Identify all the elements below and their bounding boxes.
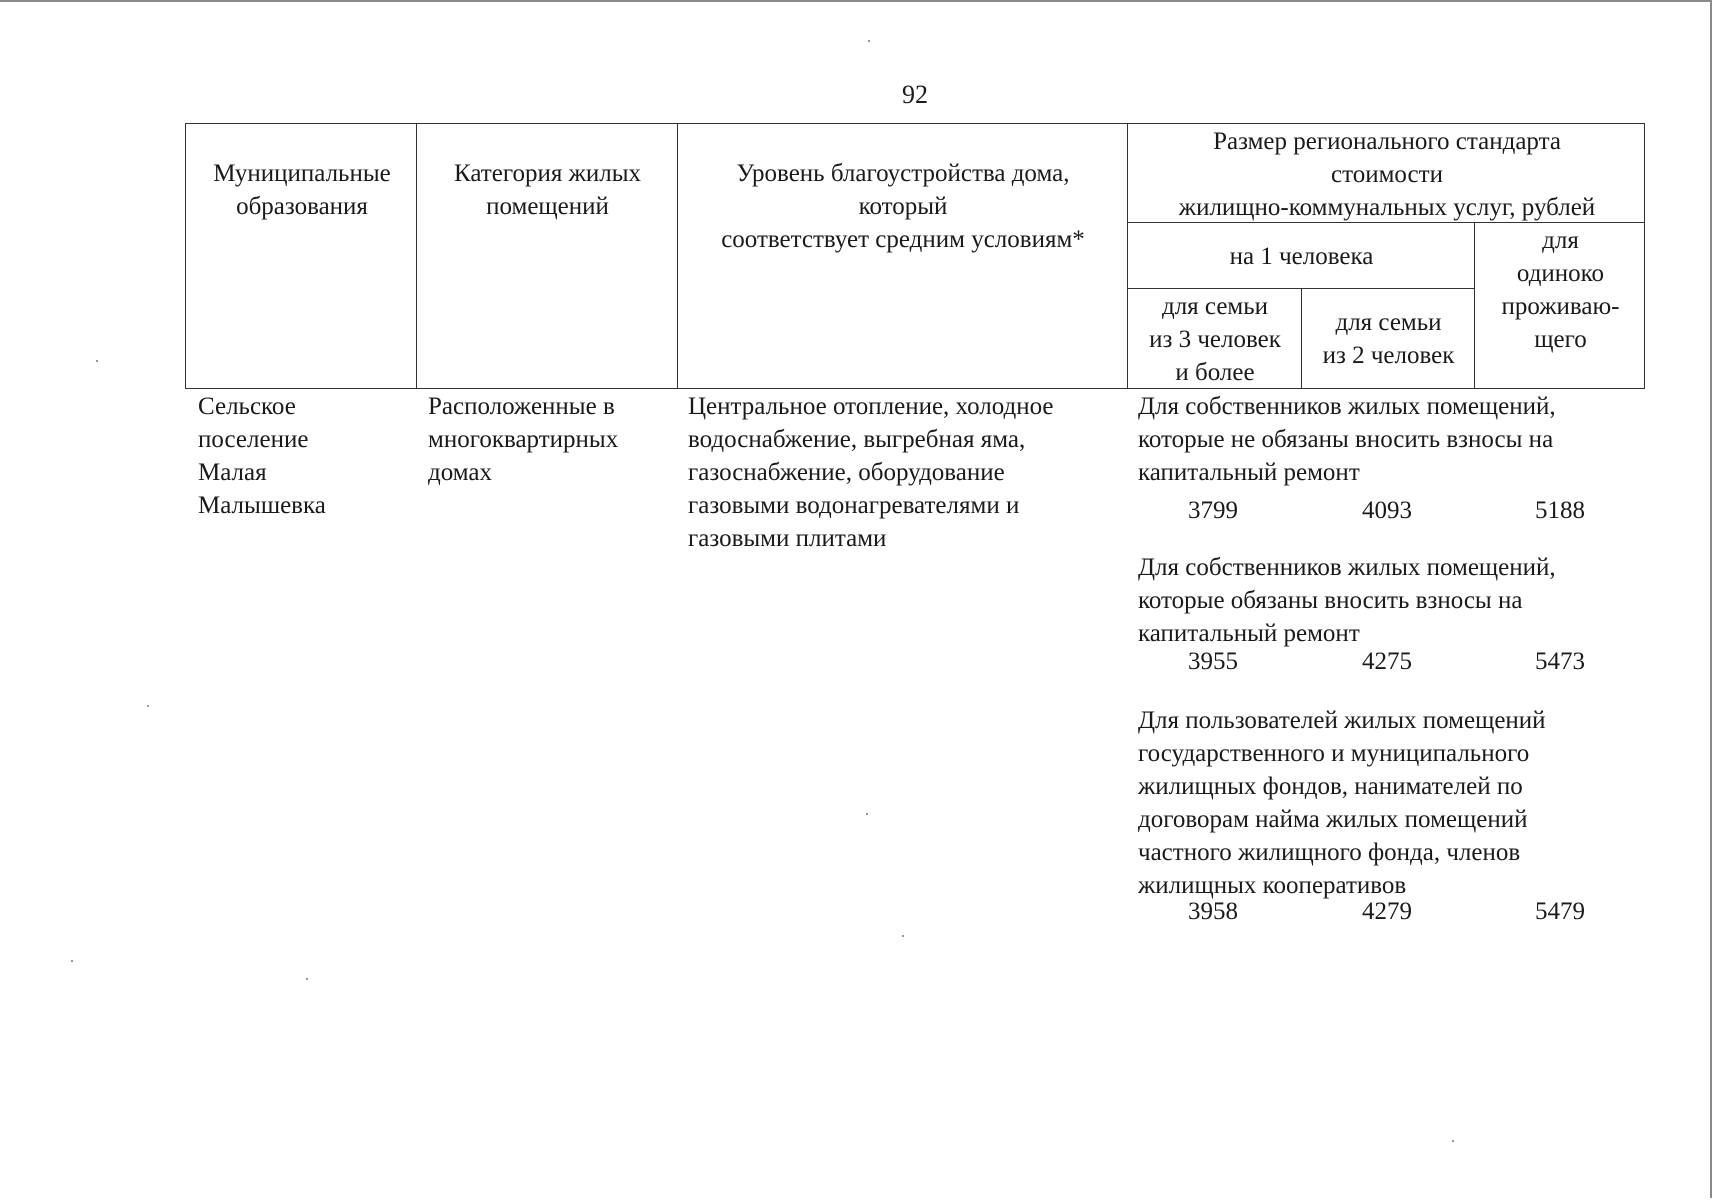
value-family2: 4093 [1362, 497, 1412, 524]
amenities-line: газоснабжение, оборудование [688, 459, 1005, 486]
value-family3: 3955 [1188, 648, 1238, 675]
header-municipality: Муниципальные образования [213, 160, 391, 220]
category-line: Расположенные в [428, 393, 615, 420]
group-title-line: Для собственников жилых помещений, [1138, 393, 1556, 420]
header-family3-line: для семьи [1161, 293, 1269, 320]
value-family2: 4279 [1362, 898, 1412, 925]
value-single: 5479 [1535, 898, 1585, 925]
group-title-line: капитальный ремонт [1138, 459, 1360, 486]
header-amenities-line: который [858, 193, 948, 220]
group-1-title [1138, 390, 1556, 489]
scan-speck [868, 40, 870, 42]
group-title-line: капитальный ремонт [1138, 620, 1360, 647]
municipality-line: Сельское [198, 393, 296, 420]
col-divider-5 [1301, 288, 1302, 389]
header-family3-line: из 3 человек [1149, 326, 1281, 353]
scan-speck [147, 705, 149, 707]
header-family3-line: и более [1175, 359, 1255, 386]
header-single-line: для [1542, 227, 1579, 254]
group-title-line: которые не обязаны вносить взносы на [1138, 426, 1554, 453]
scan-speck [866, 813, 868, 815]
group-title-line: Для пользователей жилых помещений [1138, 707, 1546, 734]
amenities-cell [688, 390, 1054, 555]
scan-speck [71, 960, 73, 962]
header-amenities-line: соответствует средним условиям* [721, 226, 1085, 253]
value-single: 5188 [1535, 497, 1585, 524]
amenities-line: водоснабжение, выгребная яма, [688, 426, 1026, 453]
scan-speck [1452, 1140, 1454, 1142]
header-family2-line: из 2 человек [1322, 342, 1455, 369]
group-title-line: договорам найма жилых помещений [1138, 806, 1528, 833]
municipality-cell [198, 390, 326, 522]
municipality-line: Малая [198, 459, 267, 486]
group-title-line: жилищных фондов, нанимателей по [1138, 773, 1523, 800]
header-family-2 [1303, 306, 1474, 372]
col-divider-2 [677, 123, 678, 389]
municipality-line: Малышевка [198, 492, 326, 519]
header-family-3 [1129, 290, 1301, 389]
group-title-line: частного жилищного фонда, членов [1138, 839, 1521, 866]
group-title-line: Для собственников жилых помещений, [1138, 554, 1556, 581]
amenities-line: газовыми водонагревателями и [688, 492, 1020, 519]
group-title-line: жилищных кооперативов [1138, 872, 1407, 899]
header-single-line: щего [1534, 326, 1587, 353]
header-single-line: проживаю- [1501, 293, 1620, 320]
group-2-title [1138, 551, 1556, 650]
header-family2-line: для семьи [1335, 309, 1442, 336]
amenities-line: Центральное отопление, холодное [688, 393, 1054, 420]
value-family3: 3799 [1188, 497, 1238, 524]
header-amenities [679, 157, 1127, 256]
value-family2: 4275 [1362, 648, 1412, 675]
col-divider-1 [416, 123, 417, 389]
header-single-resident [1476, 224, 1645, 356]
page-number: 92 [902, 80, 928, 109]
header-amenities-line: Уровень благоустройства дома, [736, 160, 1070, 187]
value-single: 5473 [1535, 648, 1585, 675]
group-title-line: которые обязаны вносить взносы на [1138, 587, 1523, 614]
header-standard-line: жилищно-коммунальных услуг, рублей [1178, 194, 1596, 221]
category-line: домах [428, 459, 492, 486]
header-standard-line: Размер регионального стандарта [1213, 128, 1561, 155]
header-category: Категория жилых помещений [454, 160, 641, 220]
col-divider-4 [1474, 222, 1475, 389]
category-line: многоквартирных [428, 426, 619, 453]
amenities-line: газовыми плитами [688, 525, 887, 552]
municipality-line: поселение [198, 426, 309, 453]
header-standard-line: стоимости [1331, 161, 1443, 188]
scan-speck [306, 978, 308, 980]
header-standard-size [1129, 125, 1645, 224]
col-divider-3 [1127, 123, 1128, 389]
scan-speck [96, 360, 98, 362]
value-family3: 3958 [1188, 898, 1238, 925]
category-cell [428, 390, 618, 489]
scan-speck [902, 935, 904, 937]
header-per-person: на 1 человека [1229, 243, 1374, 270]
group-3-title [1138, 704, 1546, 902]
group-title-line: государственного и муниципального [1138, 740, 1530, 767]
header-single-line: одиноко [1516, 260, 1605, 287]
